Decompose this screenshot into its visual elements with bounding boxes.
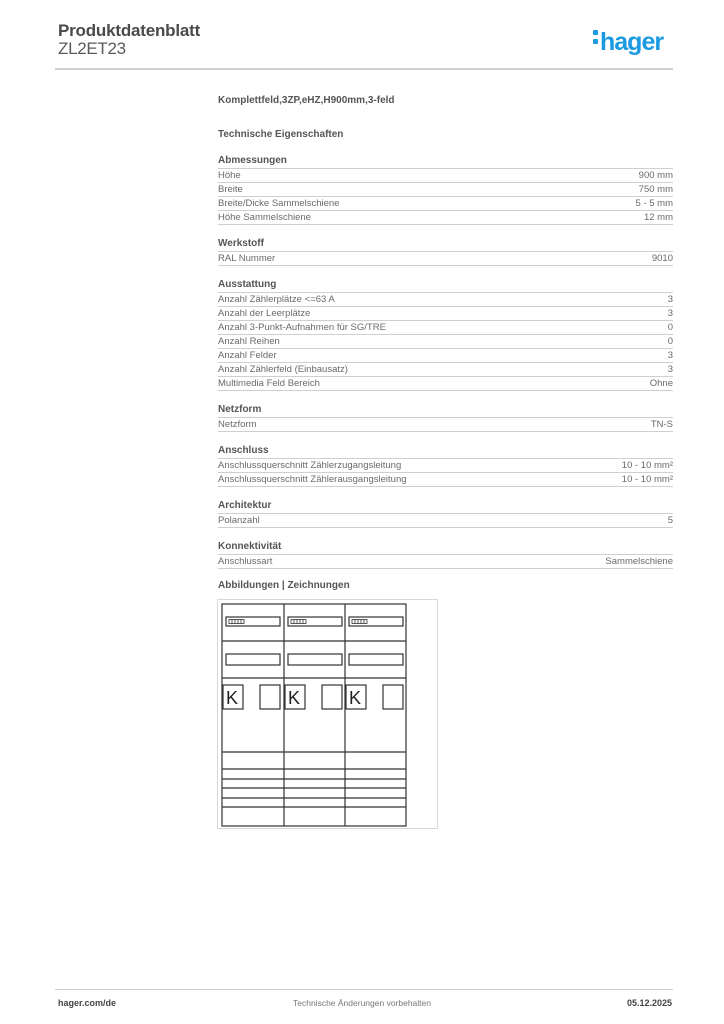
spec-value: Ohne: [649, 378, 673, 389]
spec-label: Anzahl Zählerfeld (Einbausatz): [218, 364, 348, 375]
spec-label: Anzahl Reihen: [218, 336, 280, 347]
spec-row: [218, 377, 673, 391]
spec-row: [218, 293, 673, 307]
spec-label: Anschlussart: [218, 556, 273, 567]
spec-value: 9010: [651, 253, 673, 264]
spec-label: Anzahl Felder: [218, 350, 277, 361]
logo-text: hager: [600, 28, 664, 56]
product-code: ZL2ET23: [58, 39, 126, 58]
k-label: K: [349, 688, 362, 708]
spec-value: TN-S: [650, 419, 673, 430]
spec-content: [218, 94, 673, 569]
footer-divider: [55, 989, 673, 990]
footer-date: 05.12.2025: [626, 998, 672, 1008]
spec-value: 5 - 5 mm: [635, 198, 673, 209]
group-anschluss: [218, 444, 673, 487]
spec-row: [218, 321, 673, 335]
product-name: Komplettfeld,3ZP,eHZ,H900mm,3-feld: [218, 95, 395, 106]
spec-label: Höhe Sammelschiene: [218, 212, 311, 223]
spec-row: [218, 363, 673, 377]
spec-label: Höhe: [218, 170, 241, 181]
spec-label: Breite: [218, 184, 243, 195]
spec-value: 10 - 10 mm²: [621, 460, 673, 471]
group-title: Architektur: [218, 499, 673, 514]
spec-row: [218, 473, 673, 487]
spec-label: Breite/Dicke Sammelschiene: [218, 198, 340, 209]
spec-value: 0: [667, 336, 673, 347]
spec-row: [218, 335, 673, 349]
group-architektur: [218, 499, 673, 528]
spec-value: 5: [667, 515, 673, 526]
section-title-technical: Technische Eigenschaften: [218, 129, 344, 140]
group-abmessungen: [218, 154, 673, 225]
group-title: Werkstoff: [218, 237, 673, 252]
spec-row: [218, 349, 673, 363]
group-netzform: [218, 403, 673, 432]
spec-value: 3: [667, 308, 673, 319]
spec-row: [218, 169, 673, 183]
spec-value: 900 mm: [638, 170, 673, 181]
spec-label: Multimedia Feld Bereich: [218, 378, 320, 389]
group-ausstattung: [218, 278, 673, 391]
group-title: Konnektivität: [218, 540, 673, 555]
spec-row: [218, 183, 673, 197]
k-label: K: [226, 688, 239, 708]
spec-label: Netzform: [218, 419, 257, 430]
spec-row: [218, 418, 673, 432]
group-title: Abmessungen: [218, 154, 673, 169]
spec-label: Anzahl der Leerplätze: [218, 308, 311, 319]
spec-label: RAL Nummer: [218, 253, 276, 264]
meter-cabinet-drawing-icon: [218, 600, 439, 830]
group-title: Anschluss: [218, 444, 673, 459]
group-konnektivitaet: [218, 540, 673, 569]
spec-value: 3: [667, 350, 673, 361]
spec-row: [218, 514, 673, 528]
k-label: K: [288, 688, 301, 708]
spec-label: Anschlussquerschnitt Zählerausgangsleitung: [218, 474, 407, 485]
group-title: Ausstattung: [218, 278, 673, 293]
spec-row: [218, 211, 673, 225]
group-title: Netzform: [218, 403, 673, 418]
spec-label: Anschlussquerschnitt Zählerzugangsleitung: [218, 460, 402, 471]
spec-label: Anzahl Zählerplätze <=63 A: [218, 294, 335, 305]
group-werkstoff: [218, 237, 673, 266]
footer-website-link[interactable]: hager.com/de: [58, 998, 117, 1008]
spec-value: 10 - 10 mm²: [621, 474, 673, 485]
spec-value: 3: [667, 294, 673, 305]
spec-row: [218, 252, 673, 266]
section-title-figures: Abbildungen | Zeichnungen: [218, 580, 350, 591]
spec-row: [218, 307, 673, 321]
spec-label: Anzahl 3-Punkt-Aufnahmen für SG/TRE: [218, 322, 386, 333]
spec-value: 0: [667, 322, 673, 333]
spec-value: 12 mm: [643, 212, 673, 223]
spec-value: Sammelschiene: [605, 556, 673, 567]
spec-row: [218, 197, 673, 211]
header-divider: [55, 68, 673, 70]
spec-row: [218, 459, 673, 473]
spec-value: 750 mm: [638, 184, 673, 195]
footer-disclaimer: Technische Änderungen vorbehalten: [293, 998, 431, 1008]
spec-label: Polanzahl: [218, 515, 260, 526]
hager-logo: [593, 27, 663, 57]
document-title: Produktdatenblatt: [58, 21, 201, 40]
spec-row: [218, 555, 673, 569]
technical-drawing: [217, 599, 438, 829]
spec-value: 3: [667, 364, 673, 375]
logo-colon-icon: [593, 26, 598, 48]
